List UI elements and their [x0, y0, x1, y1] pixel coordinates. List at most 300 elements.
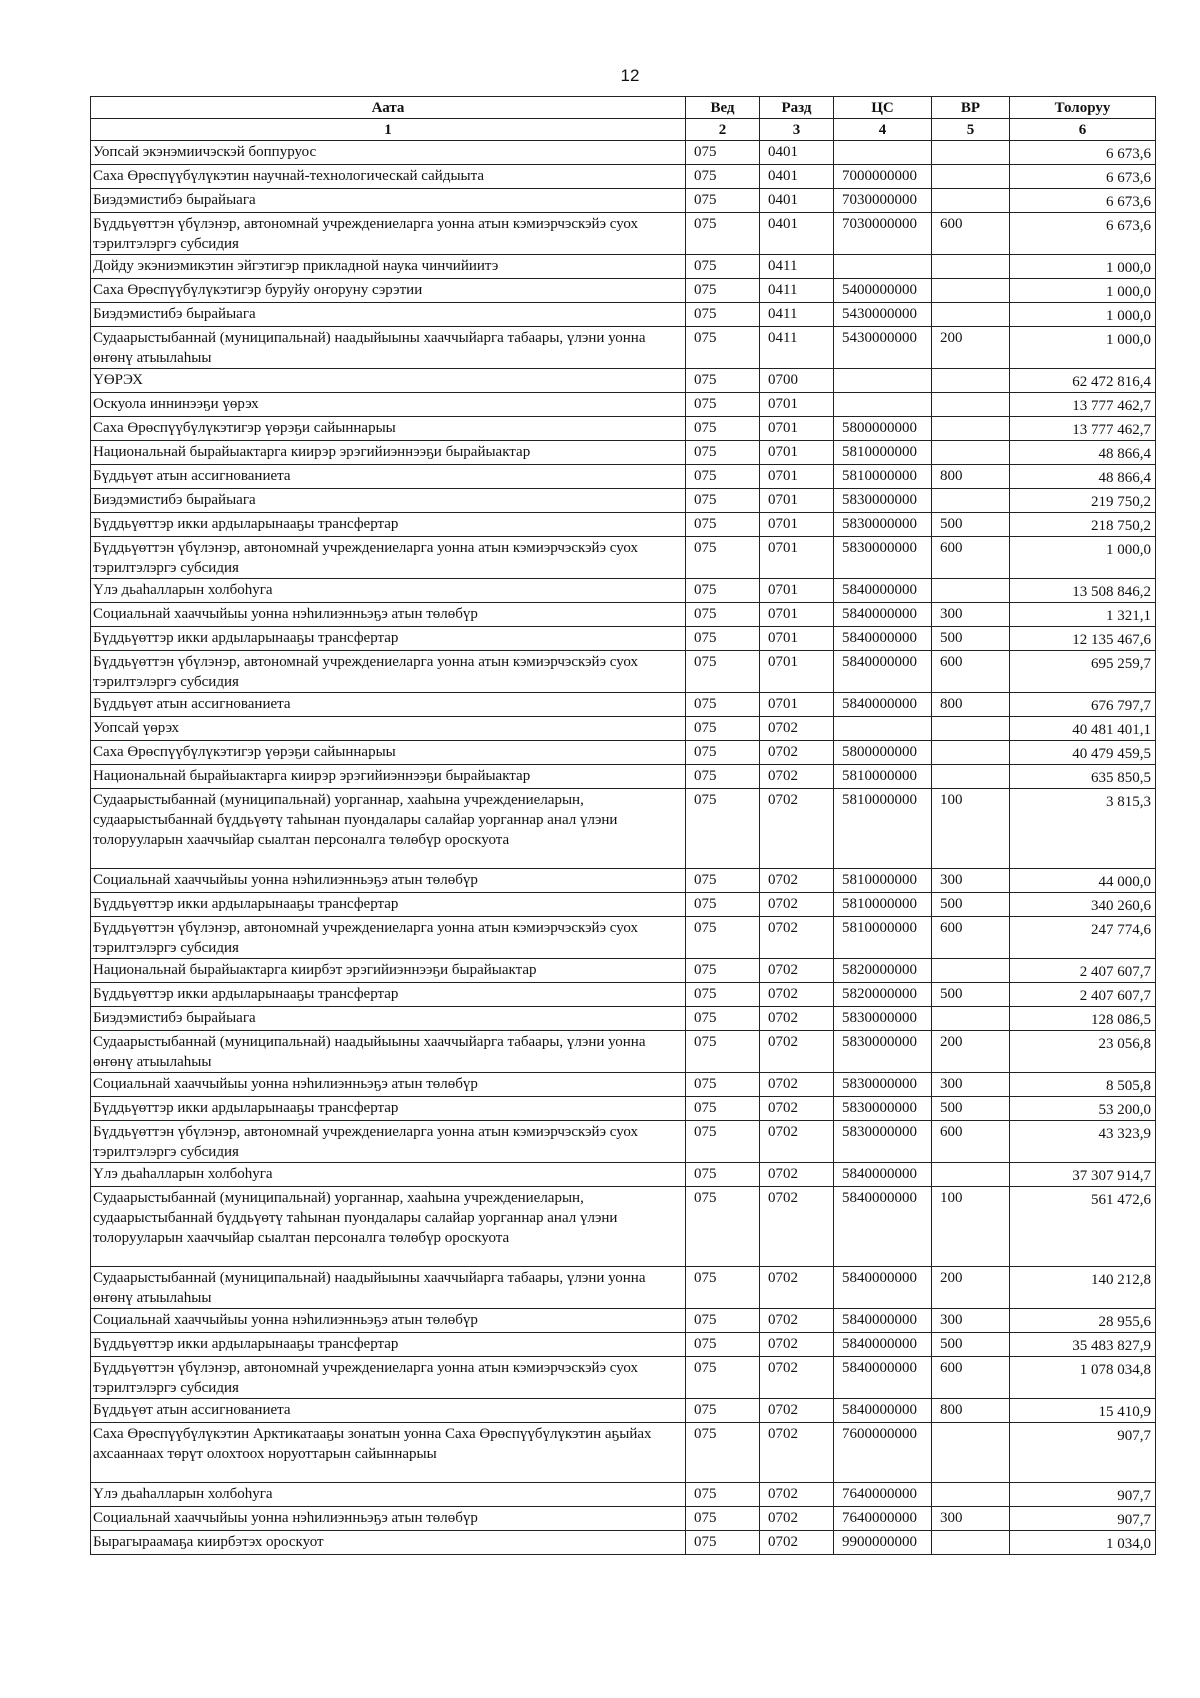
- row-amount: 907,7: [1010, 1507, 1156, 1531]
- row-amount: 635 850,5: [1010, 765, 1156, 789]
- row-cs: 7000000000: [834, 165, 932, 189]
- row-razd: 0401: [760, 213, 834, 255]
- row-ved: 075: [686, 893, 760, 917]
- row-razd: 0701: [760, 603, 834, 627]
- row-cs: 5840000000: [834, 651, 932, 693]
- row-razd: 0702: [760, 1357, 834, 1399]
- row-vr: 500: [932, 983, 1010, 1007]
- row-razd: 0701: [760, 693, 834, 717]
- table-row: [91, 1399, 1156, 1423]
- row-razd: 0401: [760, 141, 834, 165]
- row-cs: 5840000000: [834, 1267, 932, 1309]
- row-cs: 5830000000: [834, 513, 932, 537]
- row-ved: 075: [686, 717, 760, 741]
- row-amount: 2 407 607,7: [1010, 983, 1156, 1007]
- table-row: [91, 1097, 1156, 1121]
- row-razd: 0702: [760, 717, 834, 741]
- row-vr: 600: [932, 213, 1010, 255]
- table-row: [91, 1423, 1156, 1483]
- row-ved: 075: [686, 693, 760, 717]
- row-vr: 800: [932, 1399, 1010, 1423]
- row-cs: 5400000000: [834, 279, 932, 303]
- row-amount: 907,7: [1010, 1483, 1156, 1507]
- row-amount: 35 483 827,9: [1010, 1333, 1156, 1357]
- row-vr: 600: [932, 537, 1010, 579]
- row-ved: 075: [686, 255, 760, 279]
- row-name: Саха Өрөспүүбүлүкэтигэр буруйу оҥоруну сэрэтии: [91, 279, 686, 303]
- table-row: [91, 465, 1156, 489]
- row-cs: 5830000000: [834, 1073, 932, 1097]
- row-ved: 075: [686, 579, 760, 603]
- row-amount: 13 777 462,7: [1010, 393, 1156, 417]
- table-row: [91, 1267, 1156, 1309]
- row-ved: 075: [686, 1399, 760, 1423]
- row-name: Оскуола иннинээҕи үөрэх: [91, 393, 686, 417]
- header-row: [91, 97, 1156, 119]
- table-row: [91, 651, 1156, 693]
- row-cs: [834, 717, 932, 741]
- row-vr: 200: [932, 1267, 1010, 1309]
- row-ved: 075: [686, 369, 760, 393]
- row-amount: 6 673,6: [1010, 165, 1156, 189]
- row-vr: 300: [932, 603, 1010, 627]
- row-cs: [834, 369, 932, 393]
- row-vr: 300: [932, 1073, 1010, 1097]
- row-amount: 907,7: [1010, 1423, 1156, 1483]
- row-name: Бырагыраамаҕа киирбэтэх ороскуот: [91, 1531, 686, 1555]
- row-razd: 0702: [760, 741, 834, 765]
- row-amount: 3 815,3: [1010, 789, 1156, 869]
- row-vr: [932, 165, 1010, 189]
- row-ved: 075: [686, 1333, 760, 1357]
- row-cs: 7030000000: [834, 213, 932, 255]
- row-vr: [932, 393, 1010, 417]
- row-ved: 075: [686, 741, 760, 765]
- row-amount: 1 000,0: [1010, 327, 1156, 369]
- row-vr: [932, 1531, 1010, 1555]
- row-amount: 12 135 467,6: [1010, 627, 1156, 651]
- row-amount: 219 750,2: [1010, 489, 1156, 513]
- row-name: Судаарыстыбаннай (муниципальнай) наадыйыыны хааччыйарга табаары, үлэни уонна өҥөнү атыылаһыы: [91, 1267, 686, 1309]
- row-razd: 0702: [760, 1097, 834, 1121]
- row-razd: 0702: [760, 893, 834, 917]
- table-row: [91, 1007, 1156, 1031]
- row-razd: 0701: [760, 417, 834, 441]
- row-ved: 075: [686, 1121, 760, 1163]
- row-razd: 0702: [760, 1333, 834, 1357]
- row-name: Национальнай бырайыактарга киирэр эрэгийиэннээҕи бырайыактар: [91, 441, 686, 465]
- column-number: 5: [932, 119, 1010, 141]
- row-razd: 0702: [760, 789, 834, 869]
- row-amount: 1 078 034,8: [1010, 1357, 1156, 1399]
- row-vr: [932, 189, 1010, 213]
- row-vr: 300: [932, 869, 1010, 893]
- row-vr: 800: [932, 465, 1010, 489]
- row-cs: 5800000000: [834, 741, 932, 765]
- table-row: [91, 327, 1156, 369]
- row-amount: 6 673,6: [1010, 141, 1156, 165]
- row-amount: 62 472 816,4: [1010, 369, 1156, 393]
- table-row: [91, 693, 1156, 717]
- row-ved: 075: [686, 959, 760, 983]
- row-amount: 13 508 846,2: [1010, 579, 1156, 603]
- row-ved: 075: [686, 869, 760, 893]
- row-cs: 5830000000: [834, 1007, 932, 1031]
- table-row: [91, 369, 1156, 393]
- table-row: [91, 869, 1156, 893]
- row-vr: 500: [932, 627, 1010, 651]
- row-name: Социальнай хааччыйыы уонна нэһилиэнньэҕэ атын төлөбүр: [91, 603, 686, 627]
- row-name: Биэдэмистибэ бырайыага: [91, 1007, 686, 1031]
- row-ved: 075: [686, 393, 760, 417]
- row-razd: 0401: [760, 189, 834, 213]
- row-amount: 340 260,6: [1010, 893, 1156, 917]
- row-vr: 600: [932, 1121, 1010, 1163]
- row-cs: 5430000000: [834, 327, 932, 369]
- row-name: Бүддьүөттэр икки ардыларынааҕы трансфертар: [91, 983, 686, 1007]
- row-razd: 0702: [760, 1073, 834, 1097]
- row-ved: 075: [686, 1097, 760, 1121]
- row-name: Бүддьүөттэр икки ардыларынааҕы трансфертар: [91, 513, 686, 537]
- row-vr: 100: [932, 1187, 1010, 1267]
- table-row: [91, 1031, 1156, 1073]
- row-vr: [932, 741, 1010, 765]
- row-cs: [834, 141, 932, 165]
- row-amount: 40 481 401,1: [1010, 717, 1156, 741]
- row-amount: 13 777 462,7: [1010, 417, 1156, 441]
- row-cs: 5810000000: [834, 917, 932, 959]
- row-name: Бүддьүөттэр икки ардыларынааҕы трансфертар: [91, 893, 686, 917]
- row-ved: 075: [686, 627, 760, 651]
- table-row: [91, 917, 1156, 959]
- row-cs: 5840000000: [834, 1333, 932, 1357]
- row-cs: 5820000000: [834, 959, 932, 983]
- row-ved: 075: [686, 651, 760, 693]
- header-cs: ЦС: [834, 97, 932, 119]
- row-name: Үлэ дьаһалларын холбоһуга: [91, 1163, 686, 1187]
- table-row: [91, 893, 1156, 917]
- row-razd: 0702: [760, 1309, 834, 1333]
- row-cs: 5840000000: [834, 1187, 932, 1267]
- table-row: [91, 983, 1156, 1007]
- row-name: Социальнай хааччыйыы уонна нэһилиэнньэҕэ атын төлөбүр: [91, 1309, 686, 1333]
- table-row: [91, 189, 1156, 213]
- row-ved: 075: [686, 1163, 760, 1187]
- table-row: [91, 1483, 1156, 1507]
- row-vr: [932, 417, 1010, 441]
- row-vr: [932, 959, 1010, 983]
- row-amount: 128 086,5: [1010, 1007, 1156, 1031]
- row-razd: 0411: [760, 255, 834, 279]
- row-cs: 5830000000: [834, 537, 932, 579]
- row-name: Биэдэмистибэ бырайыага: [91, 189, 686, 213]
- row-amount: 676 797,7: [1010, 693, 1156, 717]
- row-name: Бүддьүөт атын ассигнованиета: [91, 693, 686, 717]
- row-vr: 300: [932, 1309, 1010, 1333]
- row-vr: 500: [932, 1097, 1010, 1121]
- row-name: Бүддьүөт атын ассигнованиета: [91, 1399, 686, 1423]
- table-row: [91, 279, 1156, 303]
- row-cs: 7640000000: [834, 1507, 932, 1531]
- row-amount: 695 259,7: [1010, 651, 1156, 693]
- row-cs: 5810000000: [834, 869, 932, 893]
- row-name: Судаарыстыбаннай (муниципальнай) наадыйыыны хааччыйарга табаары, үлэни уонна өҥөнү атыылаһыы: [91, 1031, 686, 1073]
- row-ved: 075: [686, 983, 760, 1007]
- row-cs: 5810000000: [834, 441, 932, 465]
- row-cs: 5430000000: [834, 303, 932, 327]
- row-vr: 200: [932, 327, 1010, 369]
- row-name: Дойду экэниэмикэтин эйгэтигэр прикладной наука чинчийиитэ: [91, 255, 686, 279]
- row-cs: 5800000000: [834, 417, 932, 441]
- row-name: Үлэ дьаһалларын холбоһуга: [91, 579, 686, 603]
- row-amount: 1 000,0: [1010, 255, 1156, 279]
- row-vr: [932, 141, 1010, 165]
- table-row: [91, 1507, 1156, 1531]
- table-row: [91, 1073, 1156, 1097]
- row-ved: 075: [686, 303, 760, 327]
- row-ved: 075: [686, 1007, 760, 1031]
- row-ved: 075: [686, 489, 760, 513]
- row-name: Судаарыстыбаннай (муниципальнай) уорганнар, хааһына учреждениеларын, судаарыстыбаннай бүддьүөтү таһынан пуондалары салайар уорганнар анал үлэни толорууларын хааччыйар сыалтан персоналга төлөбүр ороскуота: [91, 789, 686, 869]
- row-name: Бүддьүөттэн үбүлэнэр, автономнай учреждениеларга уонна атын кэмиэрчэскэйэ суох тэрилтэлэргэ субсидия: [91, 917, 686, 959]
- row-name: Бүддьүөттэр икки ардыларынааҕы трансфертар: [91, 627, 686, 651]
- table-row: [91, 513, 1156, 537]
- table-row: [91, 165, 1156, 189]
- row-name: Национальнай бырайыактарга киирбэт эрэгийиэннээҕи бырайыактар: [91, 959, 686, 983]
- row-cs: 5840000000: [834, 1309, 932, 1333]
- row-cs: 5830000000: [834, 489, 932, 513]
- row-cs: 9900000000: [834, 1531, 932, 1555]
- row-ved: 075: [686, 789, 760, 869]
- row-vr: [932, 489, 1010, 513]
- row-cs: 5810000000: [834, 465, 932, 489]
- table-row: [91, 1187, 1156, 1267]
- row-amount: 8 505,8: [1010, 1073, 1156, 1097]
- row-cs: [834, 255, 932, 279]
- table-row: [91, 441, 1156, 465]
- row-name: Бүддьүөттэр икки ардыларынааҕы трансфертар: [91, 1333, 686, 1357]
- row-razd: 0702: [760, 869, 834, 893]
- row-cs: 5840000000: [834, 603, 932, 627]
- row-razd: 0411: [760, 327, 834, 369]
- row-amount: 1 000,0: [1010, 537, 1156, 579]
- row-razd: 0702: [760, 959, 834, 983]
- row-razd: 0701: [760, 465, 834, 489]
- row-razd: 0702: [760, 1267, 834, 1309]
- row-name: ҮӨРЭХ: [91, 369, 686, 393]
- row-amount: 48 866,4: [1010, 465, 1156, 489]
- row-name: Бүддьүөттэн үбүлэнэр, автономнай учреждениеларга уонна атын кэмиэрчэскэйэ суох тэрилтэлэргэ субсидия: [91, 537, 686, 579]
- column-number: 1: [91, 119, 686, 141]
- row-ved: 075: [686, 141, 760, 165]
- row-name: Бүддьүөттэн үбүлэнэр, автономнай учреждениеларга уонна атын кэмиэрчэскэйэ суох тэрилтэлэргэ субсидия: [91, 1121, 686, 1163]
- row-razd: 0701: [760, 441, 834, 465]
- row-name: Биэдэмистибэ бырайыага: [91, 303, 686, 327]
- row-razd: 0701: [760, 579, 834, 603]
- row-vr: 300: [932, 1507, 1010, 1531]
- row-vr: [932, 717, 1010, 741]
- table-row: [91, 489, 1156, 513]
- row-cs: 5840000000: [834, 627, 932, 651]
- table-row: [91, 741, 1156, 765]
- row-amount: 561 472,6: [1010, 1187, 1156, 1267]
- row-cs: 5840000000: [834, 693, 932, 717]
- row-name: Биэдэмистибэ бырайыага: [91, 489, 686, 513]
- row-vr: 200: [932, 1031, 1010, 1073]
- header-vr: ВР: [932, 97, 1010, 119]
- row-vr: 600: [932, 651, 1010, 693]
- page-number: 12: [620, 66, 640, 85]
- row-cs: 7030000000: [834, 189, 932, 213]
- row-name: Уопсай экэнэмиичэскэй боппуруос: [91, 141, 686, 165]
- row-name: Саха Өрөспүүбүлүкэтин научнай-технологическай сайдыыта: [91, 165, 686, 189]
- row-vr: [932, 765, 1010, 789]
- row-amount: 1 321,1: [1010, 603, 1156, 627]
- row-vr: [932, 441, 1010, 465]
- row-razd: 0411: [760, 303, 834, 327]
- row-cs: 7640000000: [834, 1483, 932, 1507]
- row-name: Уопсай үөрэх: [91, 717, 686, 741]
- row-cs: 5830000000: [834, 1097, 932, 1121]
- row-ved: 075: [686, 327, 760, 369]
- row-cs: 5840000000: [834, 1163, 932, 1187]
- table-row: [91, 393, 1156, 417]
- row-cs: 5840000000: [834, 1357, 932, 1399]
- row-ved: 075: [686, 189, 760, 213]
- row-vr: 100: [932, 789, 1010, 869]
- table-row: [91, 1309, 1156, 1333]
- row-name: Судаарыстыбаннай (муниципальнай) уорганнар, хааһына учреждениеларын, судаарыстыбаннай бүддьүөтү таһынан пуондалары салайар уорганнар анал үлэни толорууларын хааччыйар сыалтан персоналга төлөбүр ороскуота: [91, 1187, 686, 1267]
- row-ved: 075: [686, 1357, 760, 1399]
- row-vr: [932, 1423, 1010, 1483]
- row-ved: 075: [686, 1073, 760, 1097]
- table-row: [91, 141, 1156, 165]
- budget-table: [90, 96, 1156, 1555]
- table-row: [91, 417, 1156, 441]
- row-vr: 500: [932, 893, 1010, 917]
- row-amount: 1 000,0: [1010, 303, 1156, 327]
- row-razd: 0701: [760, 513, 834, 537]
- table-row: [91, 717, 1156, 741]
- row-razd: 0702: [760, 1483, 834, 1507]
- column-number: 6: [1010, 119, 1156, 141]
- row-amount: 140 212,8: [1010, 1267, 1156, 1309]
- row-razd: 0702: [760, 1121, 834, 1163]
- row-vr: 500: [932, 1333, 1010, 1357]
- row-razd: 0702: [760, 1399, 834, 1423]
- row-vr: [932, 1483, 1010, 1507]
- header-amount: Толоруу: [1010, 97, 1156, 119]
- table-row: [91, 1333, 1156, 1357]
- row-razd: 0401: [760, 165, 834, 189]
- row-vr: 500: [932, 513, 1010, 537]
- row-name: Национальнай бырайыактарга киирэр эрэгийиэннээҕи бырайыактар: [91, 765, 686, 789]
- row-ved: 075: [686, 165, 760, 189]
- row-vr: 600: [932, 917, 1010, 959]
- row-amount: 15 410,9: [1010, 1399, 1156, 1423]
- row-ved: 075: [686, 1187, 760, 1267]
- row-name: Бүддьүөттэн үбүлэнэр, автономнай учреждениеларга уонна атын кэмиэрчэскэйэ суох тэрилтэлэргэ субсидия: [91, 651, 686, 693]
- row-name: Бүддьүөттэн үбүлэнэр, автономнай учреждениеларга уонна атын кэмиэрчэскэйэ суох тэрилтэлэргэ субсидия: [91, 1357, 686, 1399]
- row-ved: 075: [686, 465, 760, 489]
- row-razd: 0702: [760, 1163, 834, 1187]
- row-vr: [932, 1163, 1010, 1187]
- table-row: [91, 603, 1156, 627]
- row-cs: [834, 393, 932, 417]
- row-amount: 1 034,0: [1010, 1531, 1156, 1555]
- row-amount: 48 866,4: [1010, 441, 1156, 465]
- row-ved: 075: [686, 1483, 760, 1507]
- row-ved: 075: [686, 765, 760, 789]
- column-number-row: [91, 119, 1156, 141]
- table-row: [91, 303, 1156, 327]
- table-row: [91, 213, 1156, 255]
- column-number: 3: [760, 119, 834, 141]
- row-vr: [932, 279, 1010, 303]
- row-name: Бүддьүөттэн үбүлэнэр, автономнай учреждениеларга уонна атын кэмиэрчэскэйэ суох тэрилтэлэргэ субсидия: [91, 213, 686, 255]
- table-row: [91, 1531, 1156, 1555]
- row-ved: 075: [686, 537, 760, 579]
- row-ved: 075: [686, 441, 760, 465]
- table-row: [91, 255, 1156, 279]
- row-razd: 0702: [760, 1423, 834, 1483]
- row-name: Бүддьүөттэр икки ардыларынааҕы трансфертар: [91, 1097, 686, 1121]
- row-razd: 0702: [760, 983, 834, 1007]
- column-number: 4: [834, 119, 932, 141]
- row-razd: 0701: [760, 651, 834, 693]
- row-amount: 6 673,6: [1010, 189, 1156, 213]
- row-amount: 37 307 914,7: [1010, 1163, 1156, 1187]
- table-row: [91, 627, 1156, 651]
- table-row: [91, 959, 1156, 983]
- column-number: 2: [686, 119, 760, 141]
- row-ved: 075: [686, 1423, 760, 1483]
- row-name: Социальнай хааччыйыы уонна нэһилиэнньэҕэ атын төлөбүр: [91, 1507, 686, 1531]
- row-amount: 40 479 459,5: [1010, 741, 1156, 765]
- row-ved: 075: [686, 1531, 760, 1555]
- row-name: Бүддьүөт атын ассигнованиета: [91, 465, 686, 489]
- row-ved: 075: [686, 1031, 760, 1073]
- row-cs: 5840000000: [834, 579, 932, 603]
- row-razd: 0701: [760, 393, 834, 417]
- row-razd: 0702: [760, 1007, 834, 1031]
- row-ved: 075: [686, 513, 760, 537]
- row-vr: [932, 1007, 1010, 1031]
- row-ved: 075: [686, 1267, 760, 1309]
- header-ved: Вед: [686, 97, 760, 119]
- row-cs: 5840000000: [834, 1399, 932, 1423]
- row-amount: 2 407 607,7: [1010, 959, 1156, 983]
- table-row: [91, 579, 1156, 603]
- row-ved: 075: [686, 917, 760, 959]
- row-vr: 800: [932, 693, 1010, 717]
- row-amount: 218 750,2: [1010, 513, 1156, 537]
- row-amount: 43 323,9: [1010, 1121, 1156, 1163]
- row-razd: 0702: [760, 1187, 834, 1267]
- row-ved: 075: [686, 603, 760, 627]
- header-name: Аата: [91, 97, 686, 119]
- row-cs: 5830000000: [834, 1031, 932, 1073]
- table-row: [91, 1357, 1156, 1399]
- table-body: [91, 141, 1156, 1555]
- row-amount: 53 200,0: [1010, 1097, 1156, 1121]
- row-amount: 28 955,6: [1010, 1309, 1156, 1333]
- row-vr: [932, 303, 1010, 327]
- row-ved: 075: [686, 1309, 760, 1333]
- row-razd: 0700: [760, 369, 834, 393]
- row-cs: 7600000000: [834, 1423, 932, 1483]
- table-row: [91, 789, 1156, 869]
